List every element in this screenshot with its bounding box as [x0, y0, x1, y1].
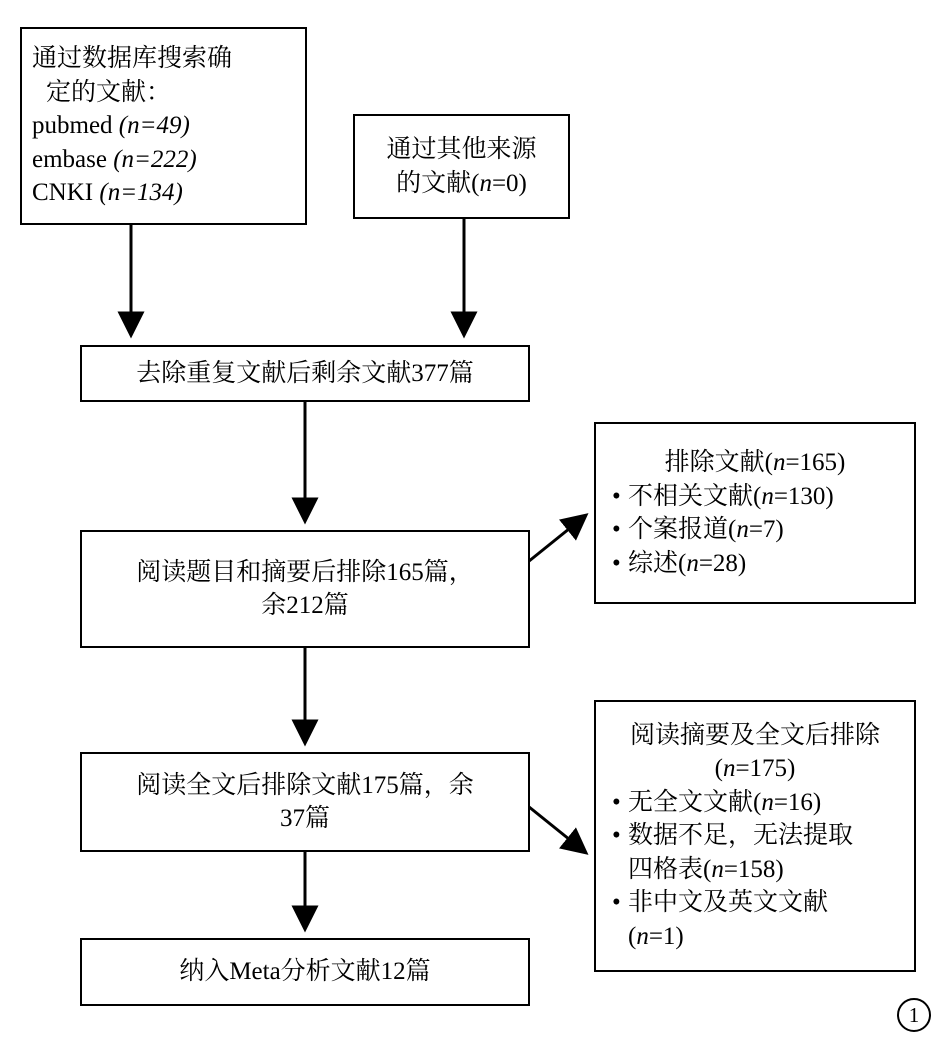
title-abstract-line-1: 阅读题目和摘要后排除165篇， — [136, 558, 474, 586]
excluded-title-abstract-item-3: • 综述(n=28) — [608, 547, 902, 581]
source-count-cnki: (n=134) — [99, 179, 183, 207]
node-excluded-fulltext — [594, 700, 916, 972]
after-dedup-text: 去除重复文献后剩余文献377篇 — [136, 359, 474, 387]
excluded-fulltext-item-2-cont: 四格表(n=158) — [628, 855, 784, 883]
other-sources-line-2: 的文献(n=0) — [396, 169, 527, 197]
excluded-title-abstract-content — [608, 446, 902, 580]
node-fulltext-screen — [80, 752, 530, 852]
excluded-title-abstract-item-2: • 个案报道(n=7) — [608, 513, 902, 547]
database-search-line-1: 通过数据库搜索确 — [32, 45, 233, 73]
excluded-fulltext-item-3: • 非中文及英文文献 — [608, 886, 902, 920]
source-name-cnki: CNKI — [32, 179, 94, 207]
included-text: 纳入Meta分析文献12篇 — [179, 958, 431, 986]
excluded-fulltext-header-1: 阅读摘要及全文后排除 — [629, 721, 880, 749]
other-sources-line-1: 通过其他来源 — [386, 136, 537, 163]
node-after-dedup — [80, 345, 530, 402]
node-included-studies — [80, 938, 530, 1006]
database-source-cnki — [32, 176, 295, 210]
database-search-line-2: 定的文献： — [46, 78, 172, 106]
source-name-pubmed: pubmed — [32, 112, 113, 140]
node-title-abstract-screen — [80, 530, 530, 648]
source-count-embase: (n=222) — [113, 145, 197, 173]
title-abstract-line-2: 余212篇 — [261, 592, 349, 619]
fulltext-screen-content — [92, 769, 518, 836]
excluded-fulltext-item-2: • 数据不足，无法提取 — [608, 819, 902, 853]
excluded-fulltext-content — [608, 719, 902, 954]
after-dedup-content — [92, 357, 518, 391]
database-source-pubmed — [32, 109, 295, 143]
excluded-title-abstract-item-1: • 不相关文献(n=130) — [608, 480, 902, 514]
database-source-embase — [32, 143, 295, 177]
database-search-content — [32, 42, 295, 210]
other-sources-content — [365, 133, 558, 200]
source-name-embase: embase — [32, 145, 107, 173]
title-abstract-content — [92, 556, 518, 623]
node-other-sources — [353, 114, 570, 219]
node-excluded-title-abstract — [594, 422, 916, 604]
included-content — [92, 955, 518, 989]
fulltext-screen-line-1: 阅读全文后排除文献175篇，余 — [136, 771, 474, 799]
excluded-fulltext-header-2: (n=175) — [714, 755, 796, 783]
node-database-search — [20, 27, 307, 225]
figure-number: 1 — [908, 1002, 920, 1027]
figure-number-badge — [897, 998, 931, 1032]
excluded-fulltext-item-3-cont: (n=1) — [628, 922, 684, 950]
excluded-fulltext-item-1: • 无全文文献(n=16) — [608, 786, 902, 820]
excluded-title-abstract-header: 排除文献(n=165) — [664, 449, 846, 476]
source-count-pubmed: (n=49) — [118, 112, 190, 140]
fulltext-screen-line-2: 37篇 — [279, 805, 330, 832]
